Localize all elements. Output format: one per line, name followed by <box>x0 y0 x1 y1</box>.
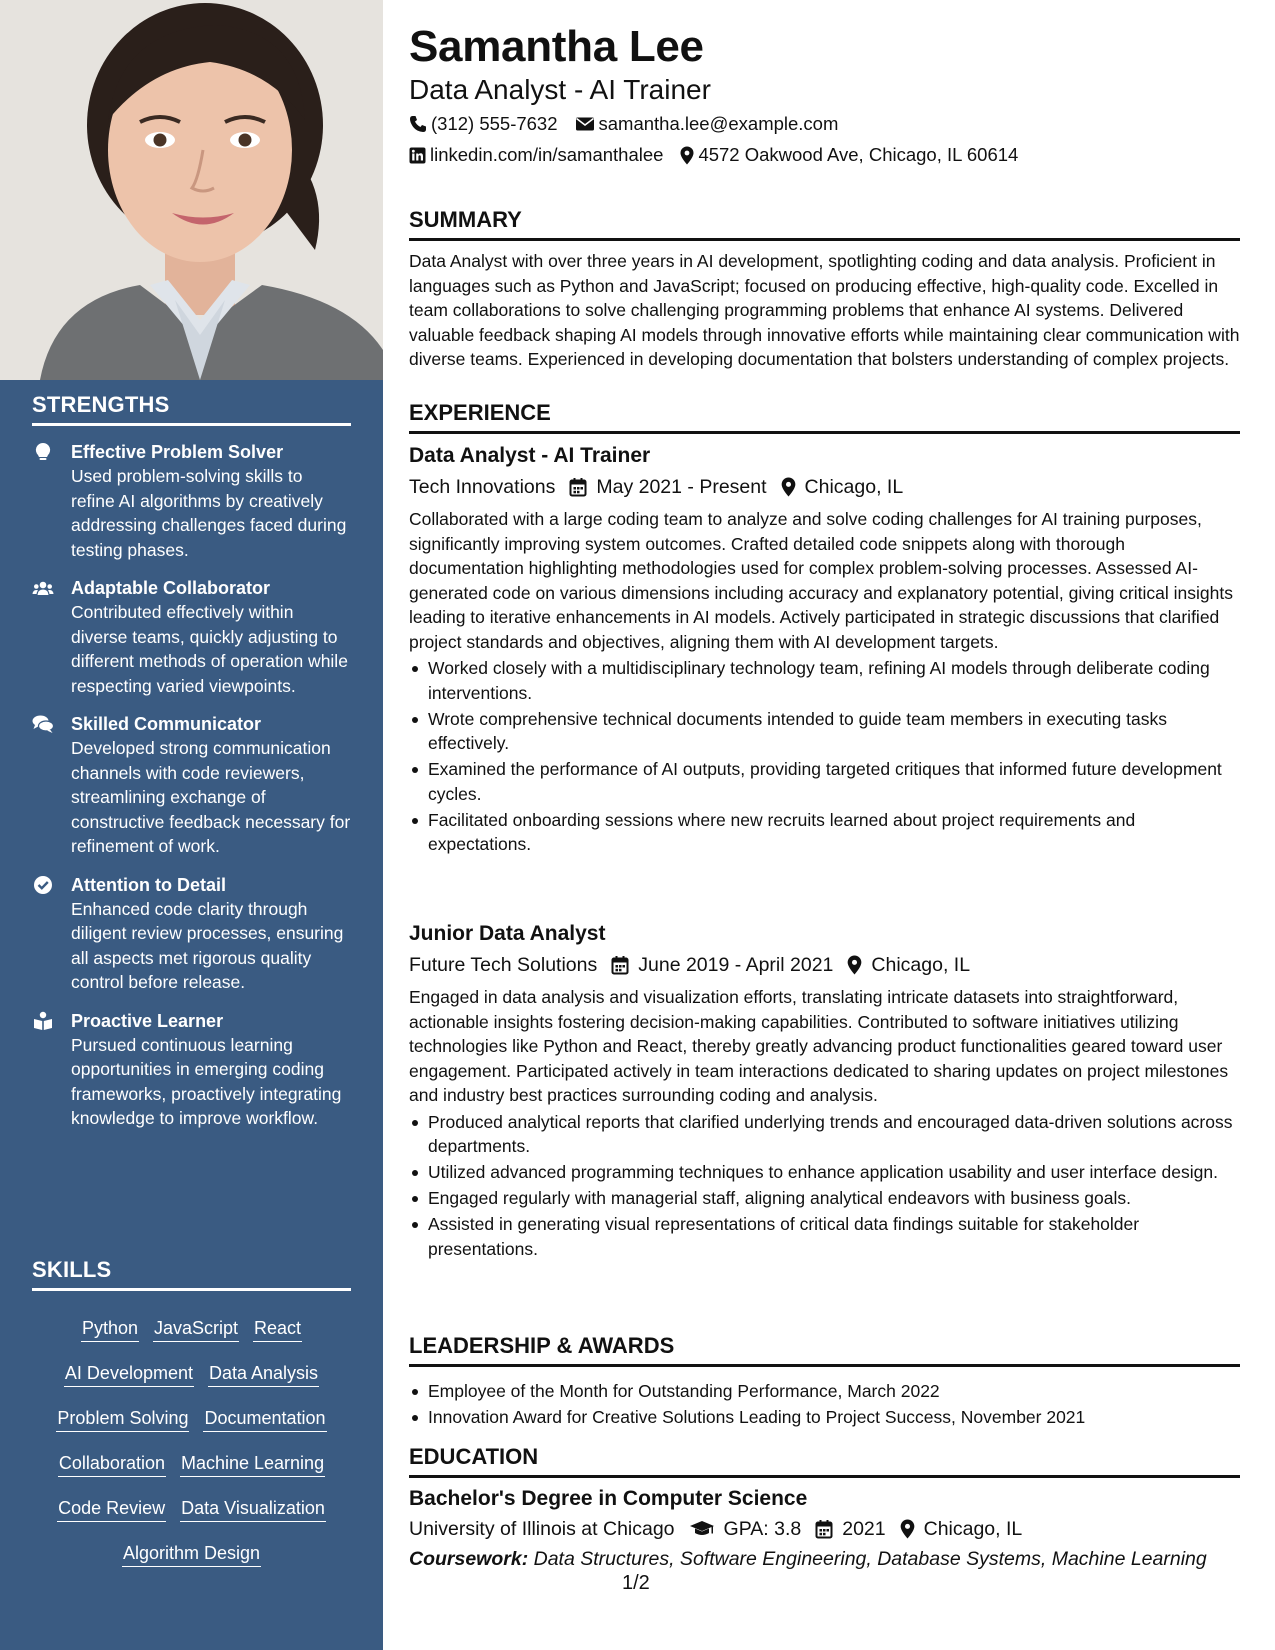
coursework-text: Data Structures, Software Engineering, Database Systems, Machine Learning <box>533 1548 1207 1570</box>
contact-email[interactable] <box>575 113 839 135</box>
job-bullet: Produced analytical reports that clarified underlying trends and encouraged data-driven solutions across departments. <box>409 1110 1240 1159</box>
linkedin-link[interactable]: linkedin.com/in/samanthalee <box>430 144 664 165</box>
strength-description: Used problem-solving skills to refine AI algorithms by creatively addressing challenges faced during testing phases. <box>71 466 347 560</box>
job-entry <box>409 442 1240 858</box>
job-dates-wrap <box>569 473 766 501</box>
award-item: Employee of the Month for Outstanding Performance, March 2022 <box>409 1379 1240 1404</box>
candidate-name: Samantha Lee <box>409 22 704 71</box>
job-bullets <box>409 1110 1240 1262</box>
strength-item <box>32 712 351 859</box>
strength-item <box>32 873 351 995</box>
education-entry <box>409 1485 1240 1573</box>
comments-icon <box>32 714 54 734</box>
job-bullet: Wrote comprehensive technical documents intended to guide team members in executing tasks effectively. <box>409 707 1240 756</box>
map-marker-icon <box>900 1519 915 1539</box>
skill-tag: Problem Solving <box>56 1406 189 1432</box>
job-bullet: Engaged regularly with managerial staff, aligning analytical endeavors with business goals. <box>409 1186 1240 1211</box>
candidate-title: Data Analyst - AI Trainer <box>409 74 711 105</box>
experience-heading: EXPERIENCE <box>409 400 1240 434</box>
linkedin-icon <box>409 147 426 164</box>
job-dates-wrap <box>611 951 833 979</box>
skill-tag: Collaboration <box>58 1451 166 1477</box>
skill-tag: AI Development <box>64 1361 194 1387</box>
users-icon <box>32 578 54 598</box>
page-number: 1/2 <box>622 1572 650 1594</box>
skill-tag: JavaScript <box>153 1316 239 1342</box>
grad-year: 2021 <box>842 1518 886 1540</box>
email-link[interactable]: samantha.lee@example.com <box>598 113 839 134</box>
envelope-icon <box>575 116 595 132</box>
skill-tag: Python <box>81 1316 139 1342</box>
map-marker-icon <box>680 146 694 165</box>
strength-description: Developed strong communication channels with code reviewers, streamlining exchange of constructive feedback necessary for refinement of work. <box>71 738 351 856</box>
job-title: Data Analyst - AI Trainer <box>409 444 651 467</box>
job-bullet: Worked closely with a multidisciplinary technology team, refining AI models through deliberate coding interventions. <box>409 656 1240 705</box>
strength-description: Contributed effectively within diverse teams, quickly adjusting to different methods of operation while respecting varied viewpoints. <box>71 602 348 696</box>
calendar-icon <box>611 955 629 975</box>
strength-title: Attention to Detail <box>71 874 226 895</box>
education-location-wrap <box>900 1515 1023 1543</box>
strength-item <box>32 576 351 698</box>
skill-tag: Code Review <box>57 1496 166 1522</box>
strength-title: Proactive Learner <box>71 1010 224 1031</box>
job-meta <box>409 473 1240 501</box>
job-title: Junior Data Analyst <box>409 922 606 945</box>
strength-title: Skilled Communicator <box>71 714 262 734</box>
lightbulb-icon <box>32 442 54 462</box>
map-marker-icon <box>781 477 796 497</box>
skill-tag: Documentation <box>203 1406 326 1432</box>
strength-item <box>32 1009 351 1131</box>
strength-description: Pursued continuous learning opportunities in emerging coding frameworks, proactively integrating knowledge to improve workflow. <box>71 1034 342 1128</box>
skills-section <box>32 1257 351 1577</box>
job-bullet: Examined the performance of AI outputs, providing targeted critiques that informed future development cycles. <box>409 757 1240 806</box>
summary-heading: SUMMARY <box>409 207 1240 241</box>
skills-list <box>32 1307 351 1577</box>
leadership-list <box>409 1379 1240 1431</box>
map-marker-icon <box>847 955 862 975</box>
skill-tag: React <box>253 1316 302 1342</box>
job-description: Engaged in data analysis and visualization efforts, translating intricate datasets into straightforward, actionable insights fostering decision-making capabilities. Contributed to software initiatives utilizing technologies like Python and React, thereby greatly advancing product functionalities geared toward user engagement. Participated actively in team interactions dedicated to sharing updates on project milestones and industry best practices surrounding coding and analysis. <box>409 987 1229 1105</box>
coursework <box>409 1545 1240 1573</box>
degree: Bachelor's Degree in Computer Science <box>409 1487 808 1510</box>
job-location-wrap <box>781 473 904 501</box>
contact-row-2 <box>409 144 1035 166</box>
job-location-wrap <box>847 951 970 979</box>
strengths-heading: STRENGTHS <box>32 392 351 426</box>
calendar-icon <box>569 477 587 497</box>
job-bullets <box>409 656 1240 857</box>
strength-description: Enhanced code clarity through diligent review processes, ensuring all aspects met rigorous quality control before release. <box>71 898 344 992</box>
skill-tag: Data Analysis <box>208 1361 319 1387</box>
strength-item <box>32 440 351 562</box>
school: University of Illinois at Chicago <box>409 1518 675 1540</box>
address-text: 4572 Oakwood Ave, Chicago, IL 60614 <box>698 144 1019 165</box>
profile-photo <box>0 0 383 380</box>
job-dates: May 2021 - Present <box>596 476 767 498</box>
job-meta <box>409 951 1240 979</box>
strength-title: Adaptable Collaborator <box>71 578 271 598</box>
skill-tag: Machine Learning <box>180 1451 325 1477</box>
coursework-label: Coursework: <box>409 1548 529 1570</box>
phone-text: (312) 555-7632 <box>431 113 558 134</box>
skills-heading: SKILLS <box>32 1257 351 1291</box>
summary-text: Data Analyst with over three years in AI development, spotlighting coding and data analysis. Proficient in languages such as Python and JavaScript; focused on producing effective, high-quality code. Excelled in team collaborations to solve challenging programming problems that enhance AI systems. Delivered valuable feedback shaping AI models through innovative efforts while maintaining clear communication with diverse teams. Experienced in developing documentation that bolsters understanding of complex projects. <box>409 251 1240 369</box>
grad-year-wrap <box>815 1515 885 1543</box>
book-reader-icon <box>32 1011 54 1031</box>
contact-address <box>680 144 1018 166</box>
job-bullet: Assisted in generating visual representations of critical data findings suitable for stakeholder presentations. <box>409 1212 1240 1261</box>
leadership-heading: LEADERSHIP & AWARDS <box>409 1333 1240 1367</box>
sidebar <box>0 0 383 1650</box>
check-circle-icon <box>32 875 54 895</box>
contact-linkedin[interactable] <box>409 144 663 166</box>
skill-tag: Data Visualization <box>180 1496 326 1522</box>
award-item: Innovation Award for Creative Solutions Leading to Project Success, November 2021 <box>409 1405 1240 1430</box>
gpa: GPA: 3.8 <box>723 1518 802 1540</box>
job-entry <box>409 920 1240 1263</box>
job-bullet: Utilized advanced programming techniques to enhance application usability and user interface design. <box>409 1160 1240 1185</box>
job-bullet: Facilitated onboarding sessions where new recruits learned about project requirements and expectations. <box>409 808 1240 857</box>
job-description: Collaborated with a large coding team to analyze and solve coding challenges for AI training purposes, significantly improving system outcomes. Crafted detailed code snippets along with thorough documentation highlighting methodologies used for complex problem-solving processes. Assessed AI-generated code on various dimensions including accuracy and explanatory potential, giving critical insights leading to iterative enhancements in AI models. Actively participated in strategic discussions that clarified project standards and objectives, aligning them with AI development targets. <box>409 509 1233 652</box>
job-location: Chicago, IL <box>871 954 971 976</box>
phone-icon <box>409 115 427 133</box>
calendar-icon <box>815 1519 833 1539</box>
strengths-section <box>32 392 351 1131</box>
job-company: Tech Innovations <box>409 476 556 498</box>
education-meta <box>409 1515 1240 1543</box>
skill-tag: Algorithm Design <box>122 1541 261 1567</box>
graduation-cap-icon <box>689 1520 715 1538</box>
education-heading: EDUCATION <box>409 1444 1240 1478</box>
contact-row <box>409 113 855 135</box>
job-dates: June 2019 - April 2021 <box>638 954 834 976</box>
education-location: Chicago, IL <box>923 1518 1023 1540</box>
job-location: Chicago, IL <box>804 476 904 498</box>
strength-title: Effective Problem Solver <box>71 442 284 462</box>
contact-phone <box>409 113 558 135</box>
job-company: Future Tech Solutions <box>409 954 598 976</box>
gpa-wrap <box>689 1515 802 1543</box>
